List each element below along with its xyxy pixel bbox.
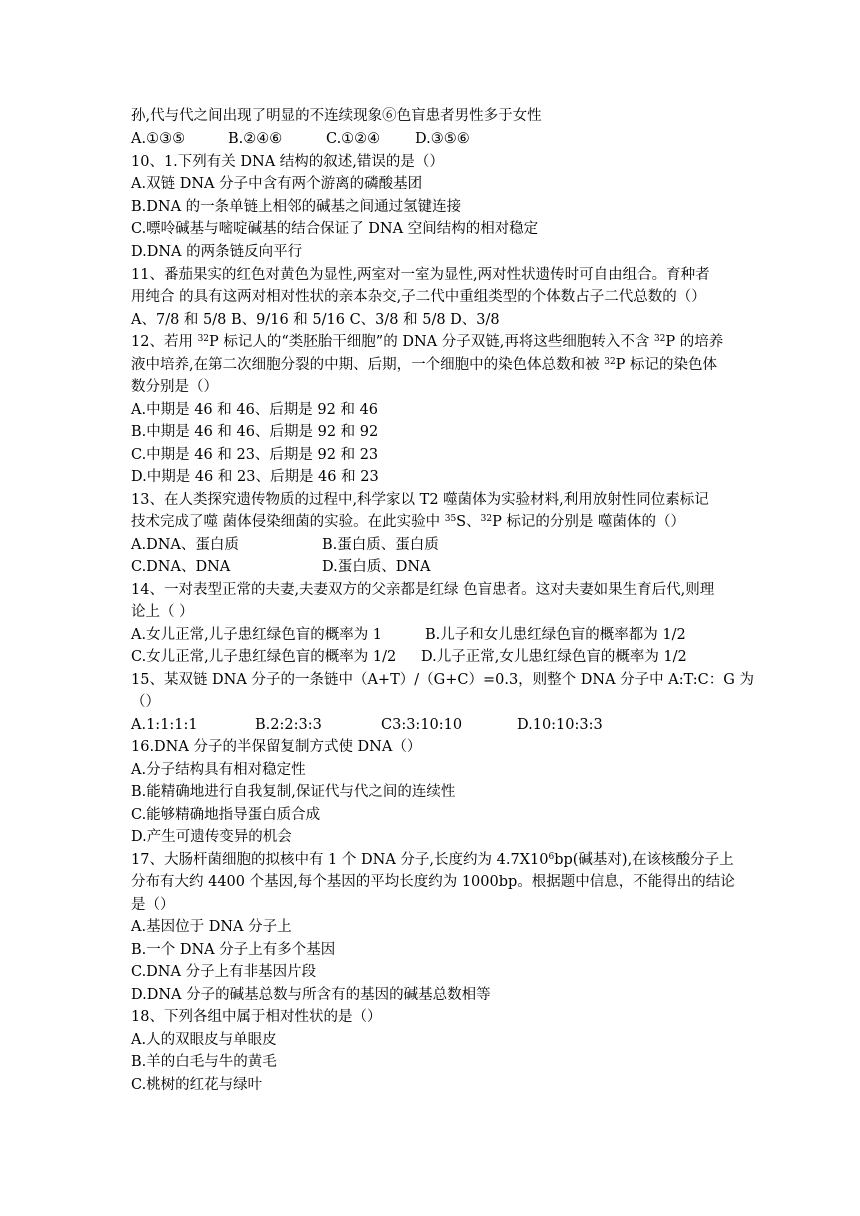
- q17-option-d: D.DNA 分子的碱基总数与所含有的基因的碱基总数相等: [131, 987, 491, 1003]
- q17-option-b: B.一个 DNA 分子上有多个基因: [131, 942, 336, 958]
- q17-option-c: C.DNA 分子上有非基因片段: [131, 964, 317, 980]
- q9-option-b: B.②④⑥: [228, 131, 283, 147]
- q15-option-b: B.2:2:3:3: [255, 717, 322, 733]
- q10-stem: 10、1.下列有关 DNA 结构的叙述,错误的是（）: [131, 154, 444, 170]
- q18-stem: 18、下列各组中属于相对性状的是（）: [131, 1009, 382, 1025]
- q17-stem-line-1: 17、大肠杆菌细胞的拟核中有 1 个 DNA 分子,长度约为 $4.7X10^6bp$(碱基对),在该核酸分子上: [131, 852, 734, 868]
- q9-option-a: A.①③⑤: [131, 131, 186, 147]
- q14-option-d: D.儿子正常,女儿患红绿色盲的概率为 1/2: [421, 649, 687, 665]
- q15-stem-line-1: 15、某双链 DNA 分子的一条链中（A+T）/（G+C）=0.3，则整个 DNA 分子中 A:T:C：G 为: [131, 672, 754, 688]
- q15-stem-line-2: （）: [131, 694, 160, 710]
- q13-option-c: C.DNA、DNA: [131, 559, 231, 575]
- q16-option-c: C.能够精确地指导蛋白质合成: [131, 807, 321, 823]
- q13-option-a: A.DNA、蛋白质: [131, 537, 239, 553]
- q10-option-b: B.DNA 的一条单链上相邻的碱基之间通过氢键连接: [131, 199, 462, 215]
- q12-stem-line-3: 数分别是（）: [131, 379, 218, 395]
- q12-option-c: C.中期是 46 和 23、后期是 92 和 23: [131, 447, 379, 463]
- q10-option-d: D.DNA 的两条链反向平行: [131, 244, 303, 260]
- q15-option-c: C3:3:10:10: [381, 717, 463, 733]
- q16-stem: 16.DNA 分子的半保留复制方式使 DNA（）: [131, 739, 422, 755]
- q14-option-c: C.女儿正常,儿子患红绿色盲的概率为 1/2: [131, 649, 397, 665]
- q17-option-a: A.基因位于 DNA 分子上: [131, 919, 292, 935]
- q14-stem-line-2: 论上（ ）: [131, 604, 194, 620]
- q11-options: A、7/8 和 5/8 B、9/16 和 5/16 C、3/8 和 5/8 D、3/8: [131, 312, 500, 328]
- q13-option-d: D.蛋白质、DNA: [322, 559, 431, 575]
- q16-option-d: D.产生可遗传变异的机会: [131, 829, 292, 845]
- q13-stem-line-2: 技术完成了噬 菌体侵染细菌的实验。在此实验中 $^{35}$S、$^{32}$P 标记的分别是 噬菌体的（）: [131, 514, 686, 530]
- q13-stem-line-1: 13、在人类探究遗传物质的过程中,科学家以 T2 噬菌体为实验材料,利用放射性同位素标记: [131, 492, 709, 508]
- q9-carry-line: 孙,代与代之间出现了明显的不连续现象⑥色盲患者男性多于女性: [131, 108, 542, 124]
- q15-option-a: A.1:1:1:1: [131, 717, 198, 733]
- q12-stem-line-1: 12、若用 $^{32}$P 标记人的“类胚胎干细胞”的 DNA 分子双链,再将这些细胞转入不含 $^{32}$P 的培养: [131, 334, 724, 350]
- q12-option-b: B.中期是 46 和 46、后期是 92 和 92: [131, 424, 379, 440]
- q15-option-d: D.10:10:3:3: [517, 717, 603, 733]
- q9-option-d: D.③⑤⑥: [415, 131, 470, 147]
- q18-option-c: C.桃树的红花与绿叶: [131, 1077, 263, 1093]
- q18-option-a: A.人的双眼皮与单眼皮: [131, 1032, 277, 1048]
- q17-stem-line-3: 是（）: [131, 897, 175, 913]
- q10-option-a: A.双链 DNA 分子中含有两个游离的磷酸基团: [131, 176, 423, 192]
- q16-option-a: A.分子结构具有相对稳定性: [131, 762, 306, 778]
- q12-stem-line-2: 液中培养,在第二次细胞分裂的中期、后期，一个细胞中的染色体总数和被 $^{32}$P 标记的染色体: [131, 357, 718, 373]
- q12-option-a: A.中期是 46 和 46、后期是 92 和 46: [131, 402, 379, 418]
- q17-stem-line-2: 分布有大约 4400 个基因,每个基因的平均长度约为 1000bp。根据题中信息，不能得出的结论: [131, 874, 735, 890]
- q11-stem-line-1: 11、番茄果实的红色对黄色为显性,两室对一室为显性,两对性状遗传时可自由组合。育种者: [131, 267, 710, 283]
- q9-option-c: C.①②④: [326, 131, 381, 147]
- q18-option-b: B.羊的白毛与牛的黄毛: [131, 1054, 277, 1070]
- q16-option-b: B.能精确地进行自我复制,保证代与代之间的连续性: [131, 784, 456, 800]
- q10-option-c: C.嘌呤碱基与嘧啶碱基的结合保证了 DNA 空间结构的相对稳定: [131, 221, 539, 237]
- q11-stem-line-2: 用纯合 的具有这两对相对性状的亲本杂交,子二代中重组类型的个体数占子二代总数的（）: [131, 289, 706, 305]
- q14-option-b: B.儿子和女儿患红绿色盲的概率都为 1/2: [425, 627, 686, 643]
- q14-stem-line-1: 14、一对表型正常的夫妻,夫妻双方的父亲都是红绿 色盲患者。这对夫妻如果生育后代,则理: [131, 582, 715, 598]
- q12-option-d: D.中期是 46 和 23、后期是 46 和 23: [131, 469, 379, 485]
- q14-option-a: A.女儿正常,儿子患红绿色盲的概率为 1: [131, 627, 383, 643]
- q13-option-b: B.蛋白质、蛋白质: [322, 537, 439, 553]
